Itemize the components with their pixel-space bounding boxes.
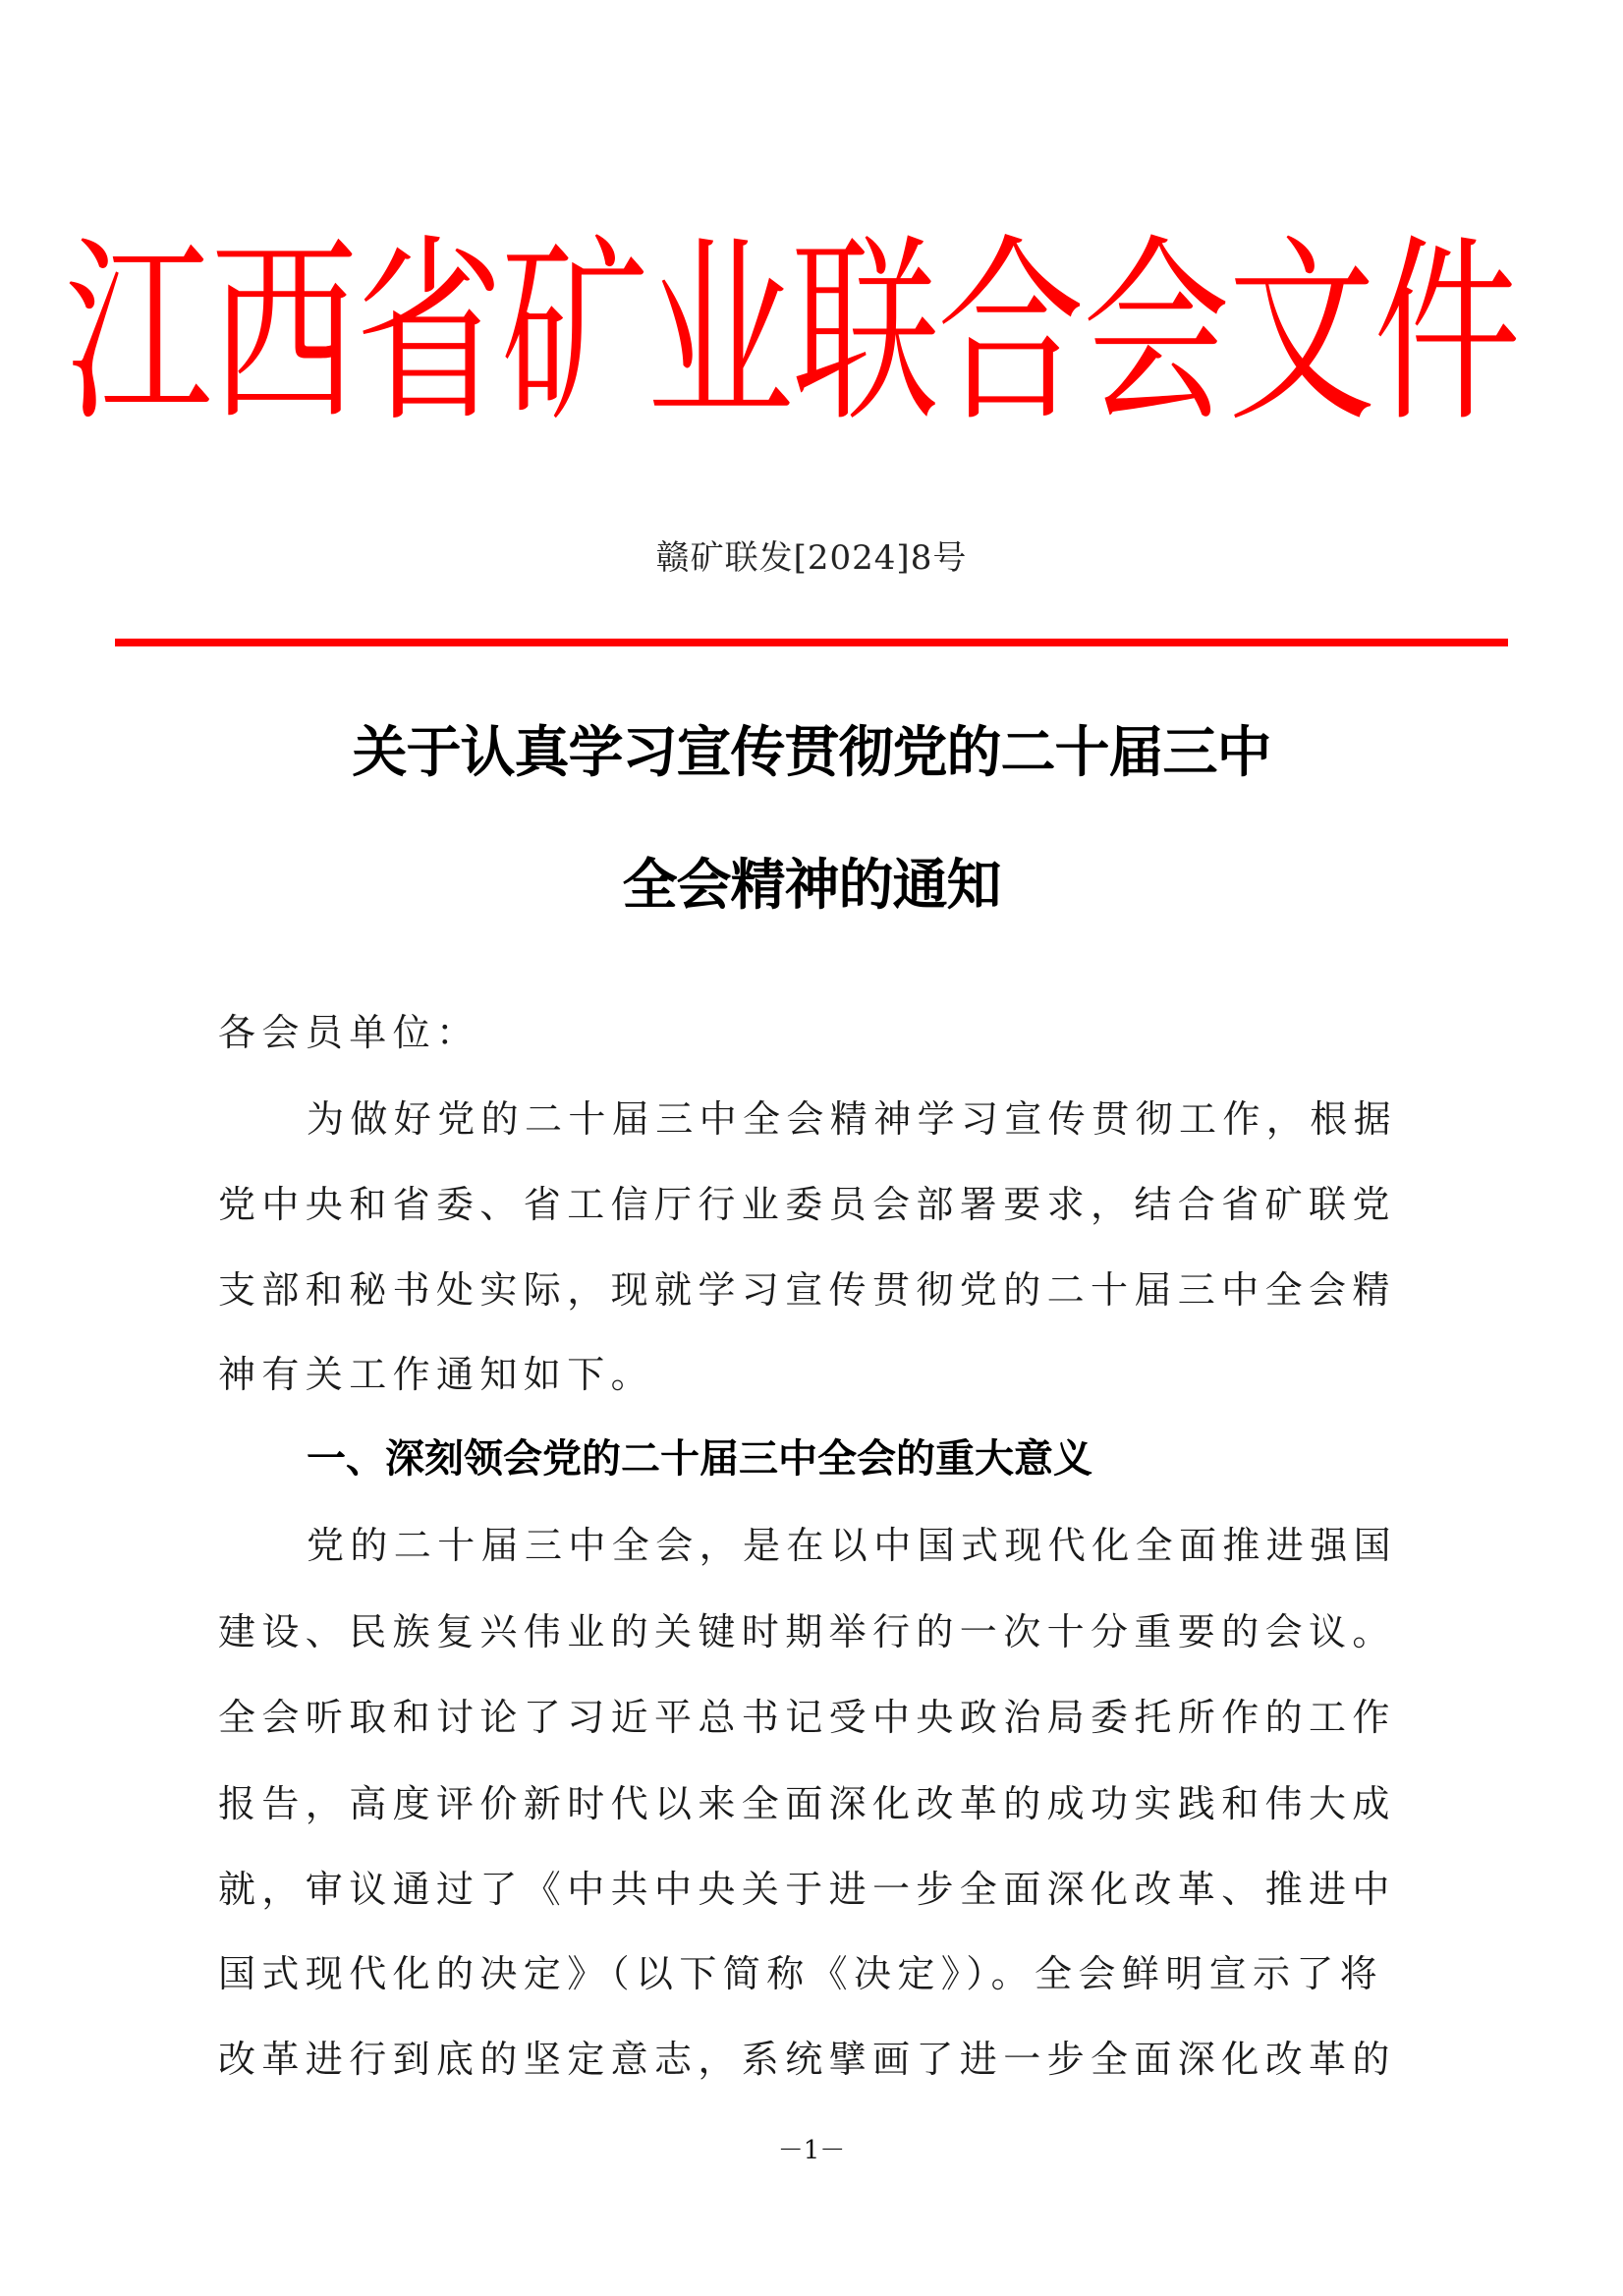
paragraph-2-line: 报告，高度评价新时代以来全面深化改革的成功实践和伟大成 <box>218 1782 1396 1825</box>
issuer-title: 江西省矿业联合会文件 <box>65 218 1520 450</box>
paragraph-1-line: 神有关工作通知如下。 <box>218 1353 655 1396</box>
paragraph-1-line: 支部和秘书处实际，现就学习宣传贯彻党的二十届三中全会精 <box>218 1268 1396 1312</box>
issuer-header <box>65 216 1520 452</box>
paragraph-2-line: 就，审议通过了《中共中央关于进一步全面深化改革、推进中 <box>218 1868 1396 1911</box>
salutation: 各会员单位： <box>218 1011 480 1054</box>
document-title-line-2: 全会精神的通知 <box>622 854 1001 918</box>
section-1-heading: 一、深刻领会党的二十届三中全会的重大意义 <box>307 1436 1092 1482</box>
page-number: －1－ <box>777 2136 846 2165</box>
paragraph-2-line: 国式现代化的决定》（以下简称《决定》）。全会鲜明宣示了将 <box>218 1952 1384 1995</box>
paragraph-2-line: 党的二十届三中全会，是在以中国式现代化全面推进强国 <box>307 1524 1398 1567</box>
paragraph-2-line: 建设、民族复兴伟业的关键时期举行的一次十分重要的会议。 <box>218 1610 1396 1653</box>
paragraph-1-line: 党中央和省委、省工信厅行业委员会部署要求，结合省矿联党 <box>218 1183 1396 1226</box>
paragraph-2-line: 全会听取和讨论了习近平总书记受中央政治局委托所作的工作 <box>218 1696 1396 1739</box>
red-divider-rule <box>115 639 1508 646</box>
document-title-line-1: 关于认真学习宣传贯彻党的二十届三中 <box>352 721 1271 785</box>
paragraph-1-line: 为做好党的二十届三中全会精神学习宣传贯彻工作，根据 <box>307 1097 1398 1141</box>
document-number: 赣矿联发[2024]8号 <box>655 538 968 578</box>
paragraph-2-line: 改革进行到底的坚定意志，系统擘画了进一步全面深化改革的 <box>218 2038 1396 2081</box>
